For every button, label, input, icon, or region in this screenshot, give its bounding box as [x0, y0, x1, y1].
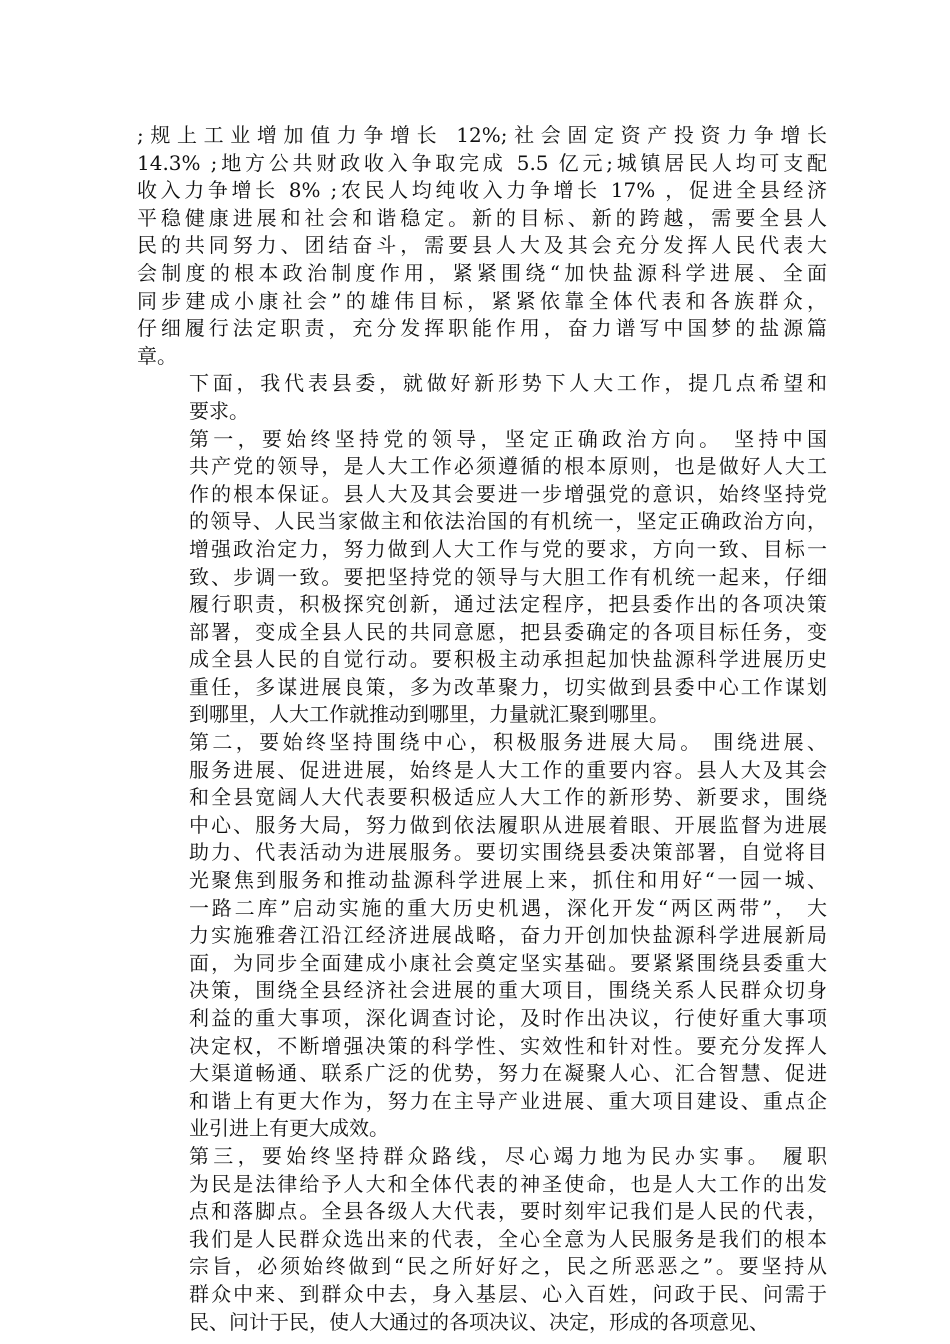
- text-line: 第二，要始终坚持围绕中心，积极服务进展大局。 围绕进展、: [189, 730, 827, 755]
- text-line: 民的共同努力、团结奋斗，需要县人大及其会充分发挥人民代表大: [137, 233, 827, 258]
- text-line: 点和落脚点。全县各级人大代表，要时刻牢记我们是人民的代表，: [189, 1199, 827, 1224]
- text-line: 重任，多谋进展良策，多为改革聚力，切实做到县委中心工作谋划: [189, 674, 827, 699]
- document-body: [137, 122, 827, 1336]
- text-line: 下面，我代表县委，就做好新形势下人大工作，提几点希望和: [189, 371, 827, 396]
- text-line: 光聚焦到服务和推动盐源科学进展上来，抓住和用好“一园一城、: [189, 868, 827, 893]
- text-line: 服务进展、促进进展，始终是人大工作的重要内容。县人大及其会: [189, 757, 827, 782]
- text-line: 和全县宽阔人大代表要积极适应人大工作的新形势、新要求，围绕: [189, 785, 827, 810]
- text-line: 仔细履行法定职责，充分发挥职能作用，奋力谱写中国梦的盐源篇: [137, 316, 827, 341]
- text-line: ;规上工业增加值力争增长 12%;社会固定资产投资力争增长: [137, 123, 827, 147]
- text-line: 和谐上有更大作为，努力在主导产业进展、重大项目建设、重点企: [189, 1088, 827, 1113]
- text-line: 一路二库”启动实施的重大历史机遇，深化开发“两区两带”， 大: [189, 895, 827, 920]
- text-line: 14.3% ;地方公共财政收入争取完成 5.5 亿元;城镇居民人均可支配: [137, 150, 827, 175]
- text-line: 民、问计于民，使人大通过的各项决议、决定，形成的各项意见、: [189, 1309, 769, 1334]
- text-line: 决策，围绕全县经济社会进展的重大项目，围绕关系人民群众切身: [189, 978, 827, 1003]
- text-line: 增强政治定力，努力做到人大工作与党的要求，方向一致、目标一: [189, 536, 827, 561]
- text-line: 要求。: [189, 398, 249, 423]
- text-line: 力实施雅砻江沿江经济进展战略，奋力开创加快盐源科学进展新局: [189, 923, 827, 948]
- paragraph: [137, 370, 827, 425]
- text-line: 群众中来、到群众中去，身入基层、心入百姓，问政于民、问需于: [189, 1281, 827, 1306]
- text-line: 共产党的领导，是人大工作必须遵循的根本原则，也是做好人大工: [189, 454, 827, 479]
- text-line: 成全县人民的自觉行动。要积极主动承担起加快盐源科学进展历史: [189, 647, 827, 672]
- text-line: 到哪里，人大工作就推动到哪里，力量就汇聚到哪里。: [189, 702, 669, 727]
- text-line: 业引进上有更大成效。: [189, 1116, 389, 1141]
- text-line: 第一，要始终坚持党的领导，坚定正确政治方向。 坚持中国: [189, 426, 827, 451]
- text-line: 决定权，不断增强决策的科学性、实效性和针对性。要充分发挥人: [189, 1033, 827, 1058]
- paragraph: [137, 426, 827, 730]
- text-line: 宗旨，必须始终做到“民之所好好之，民之所恶恶之”。要坚持从: [189, 1254, 827, 1279]
- paragraph: [137, 1143, 827, 1336]
- text-line: 作的根本保证。县人大及其会要进一步增强党的意识，始终坚持党: [189, 481, 827, 506]
- paragraph: [137, 122, 827, 370]
- text-line: 会制度的根本政治制度作用，紧紧围绕“加快盐源科学进展、全面: [137, 260, 827, 285]
- text-line: 我们是人民群众选出来的代表，全心全意为人民服务是我们的根本: [189, 1226, 827, 1251]
- text-line: 致、步调一致。要把坚持党的领导与大胆工作有机统一起来，仔细: [189, 564, 827, 589]
- text-line: 为民是法律给予人大和全体代表的神圣使命，也是人大工作的出发: [189, 1171, 827, 1196]
- paragraph: [137, 729, 827, 1143]
- text-line: 收入力争增长 8% ;农民人均纯收入力争增长 17% ，促进全县经济: [137, 178, 827, 203]
- text-line: 利益的重大事项，深化调查讨论，及时作出决议，行使好重大事项: [189, 1006, 827, 1030]
- text-line: 第三，要始终坚持群众路线，尽心竭力地为民办实事。 履职: [189, 1143, 827, 1168]
- text-line: 中心、服务大局，努力做到依法履职从进展着眼、开展监督为进展: [189, 812, 827, 837]
- text-line: 同步建成小康社会”的雄伟目标，紧紧依靠全体代表和各族群众，: [137, 288, 827, 313]
- text-line: 平稳健康进展和社会和谐稳定。新的目标、新的跨越，需要全县人: [137, 205, 827, 230]
- text-line: 履行职责，积极探究创新，通过法定程序，把县委作出的各项决策: [189, 592, 827, 617]
- text-line: 面，为同步全面建成小康社会奠定坚实基础。要紧紧围绕县委重大: [189, 950, 827, 975]
- text-line: 的领导、人民当家做主和依法治国的有机统一，坚定正确政治方向，: [189, 509, 827, 534]
- text-line: 部署，变成全县人民的共同意愿，把县委确定的各项目标任务，变: [189, 619, 827, 644]
- text-line: 助力、代表活动为进展服务。要切实围绕县委决策部署，自觉将目: [189, 840, 827, 865]
- text-line: 章。: [137, 343, 177, 368]
- text-line: 大渠道畅通、联系广泛的优势，努力在凝聚人心、汇合智慧、促进: [189, 1061, 827, 1086]
